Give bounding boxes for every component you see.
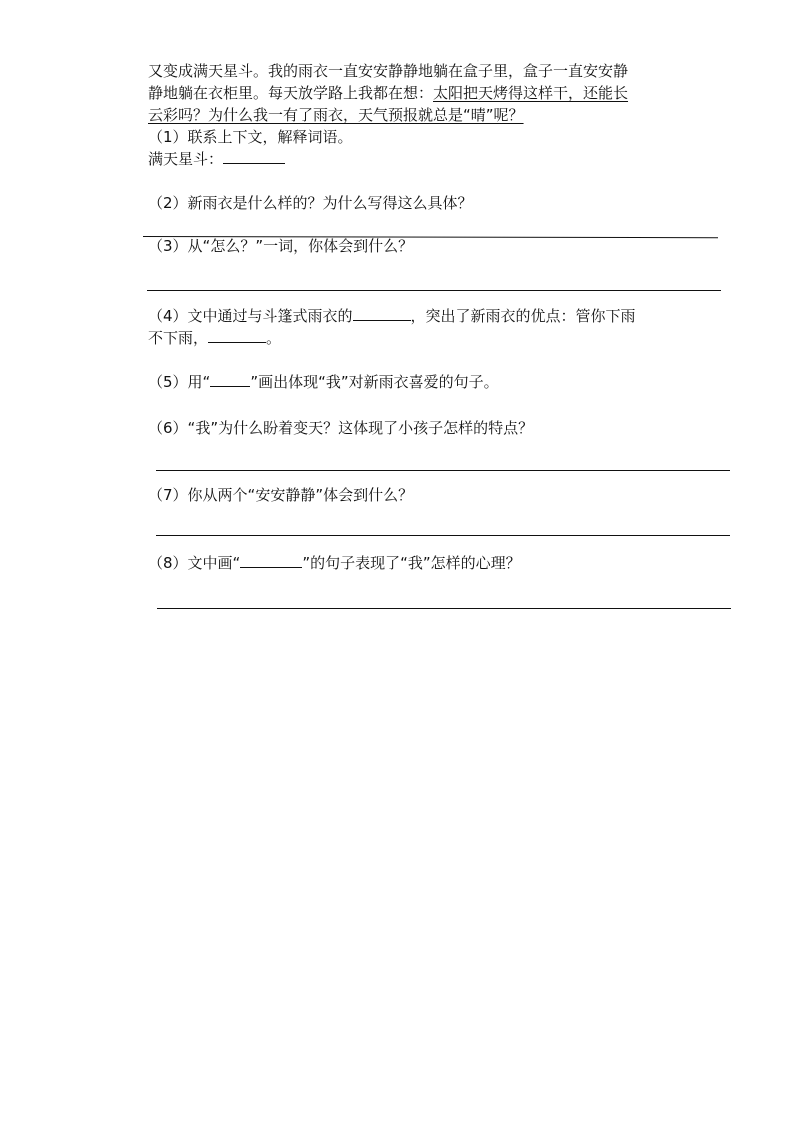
question-5-text: （5）用“: [148, 373, 211, 391]
question-8-text: （8）文中画“: [148, 554, 241, 572]
passage-text: 又变成满天星斗。我的雨衣一直安安静静地躺在盒子里，盒子一直安安静: [148, 62, 629, 80]
question-8-text: ”的句子表现了“我”怎样的心理？: [302, 554, 521, 572]
question-8: [148, 552, 521, 574]
question-4-text: 不下雨，: [148, 329, 209, 347]
answer-line[interactable]: [147, 290, 721, 291]
passage-line-1: [148, 60, 628, 82]
underlined-sentence: 云彩吗？为什么我一有了雨衣，天气预报就总是“晴”呢？: [148, 106, 524, 124]
question-4-text: 。: [266, 329, 282, 347]
question-4-line-2: [148, 327, 281, 349]
question-5: [148, 371, 499, 393]
question-1-term: [148, 148, 285, 170]
answer-blank[interactable]: [208, 341, 266, 343]
question-1: [148, 126, 353, 148]
passage-line-2: [148, 82, 628, 104]
answer-line[interactable]: [156, 535, 730, 536]
question-7: [148, 484, 413, 506]
passage-text: 静地躺在衣柜里。每天放学路上我都在想：: [148, 84, 434, 102]
underlined-sentence: 太阳把天烤得这样干，还能长: [433, 84, 629, 102]
question-4: [148, 305, 636, 327]
answer-blank[interactable]: [353, 319, 411, 321]
term-label: 满天星斗：: [148, 150, 224, 168]
question-6-text: （6）“我”为什么盼着变天？这体现了小孩子怎样的特点？: [148, 419, 534, 437]
question-3-text: （3）从“怎么？”一词，你体会到什么？: [148, 237, 414, 255]
question-4-text: （4）文中通过与斗篷式雨衣的: [148, 307, 353, 325]
underline-sample: [210, 385, 250, 387]
answer-line[interactable]: [156, 470, 730, 471]
passage-line-3: [148, 104, 524, 126]
question-1-text: （1）联系上下文，解释词语。: [148, 128, 353, 146]
question-6: [148, 417, 533, 439]
question-3: [148, 235, 413, 257]
question-4-text: ，突出了新雨衣的优点：管你下雨: [410, 307, 636, 325]
question-7-text: （7）你从两个“安安静静”体会到什么？: [148, 486, 414, 504]
answer-blank[interactable]: [223, 162, 285, 164]
underline-sample: [240, 566, 302, 568]
question-5-text: ”画出体现“我”对新雨衣喜爱的句子。: [250, 373, 499, 391]
question-2-text: （2）新雨衣是什么样的？为什么写得这么具体？: [148, 194, 473, 212]
question-2: [148, 192, 473, 214]
answer-line[interactable]: [157, 608, 731, 609]
